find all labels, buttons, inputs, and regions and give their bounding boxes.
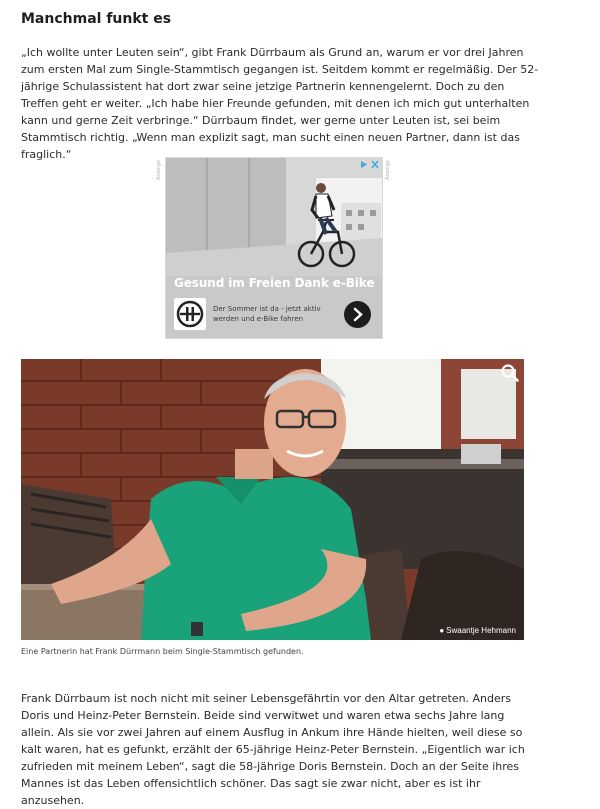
article-paragraph: „Ich wollte unter Leuten sein“, gibt Frank Dürrbaum als Grund an, warum er vor drei Jahren zum ersten Mal zum Single-Stammtisch gegangen ist. Seitdem kommt er regelmäßig. Der 52-jährige Schulassistent hat dort zwar seine jetzige Partnerin kennengelernt. Doch zu den Treffen geht er weiter. „Ich habe hier Freunde gefunden, mit denen ich mich gut unterhalten kann und gerne Zeit verbringe.“ Dürrbaum findet, wer gerne unter Leuten ist, sei beim Stammtisch richtig. „Wenn man explizit sagt, man sucht einen neuen Partner, dann ist das fraglich.“ [21,46,539,161]
photo-credit-text: Swaantje Hehmann [446,626,516,635]
ad-title[interactable]: Gesund im Freien Dank e-Bike [174,276,375,290]
adchoices-icon[interactable] [360,160,380,171]
article-photo[interactable] [21,359,524,640]
article-paragraph: Frank Dürrbaum ist noch nicht mit seiner Lebensgefährtin vor den Altar getreten. Anders Doris und Heinz-Peter Bernstein. Beide sind verwitwet und waren etwa sechs Jahre lang allein. Als sie vor zwei Jahren auf einem Ausflug in Ankum ihre Hände hielten, weil diese so kalt waren, hat es gefunkt, erzählt der 65-jährige Heinz-Peter Bernstein. „Eigentlich war ich zufrieden mit meinem Leben“, sagt die 58-jährige Doris Bernstein. Doch an der Seite ihres Mannes ist das Leben offensichtlich schöner. Das sagt sie zwar nicht, aber es ist ihr anzusehen. [21,692,525,807]
photo-image [21,359,524,640]
chevron-right-icon [344,301,371,328]
camera-icon: ● [439,626,445,635]
plug-logo-icon [174,298,206,330]
photo-credit [439,626,516,635]
ad-text: Der Sommer ist da - jetzt aktiv werden und e-Bike fahren [213,305,321,323]
photo-caption: Eine Partnerin hat Frank Dürrmann beim Single-Stammtisch gefunden. [21,647,304,656]
magnifier-icon [500,363,520,383]
ad-go-button[interactable] [344,301,371,328]
ad-label-right: Anzeige [385,160,391,180]
advertisement[interactable] [165,157,383,339]
ad-image [166,158,382,276]
zoom-button[interactable] [500,363,520,383]
ad-label-left: Anzeige [156,160,162,180]
ad-brand-logo [174,298,206,330]
section-heading: Manchmal funkt es [21,11,172,27]
